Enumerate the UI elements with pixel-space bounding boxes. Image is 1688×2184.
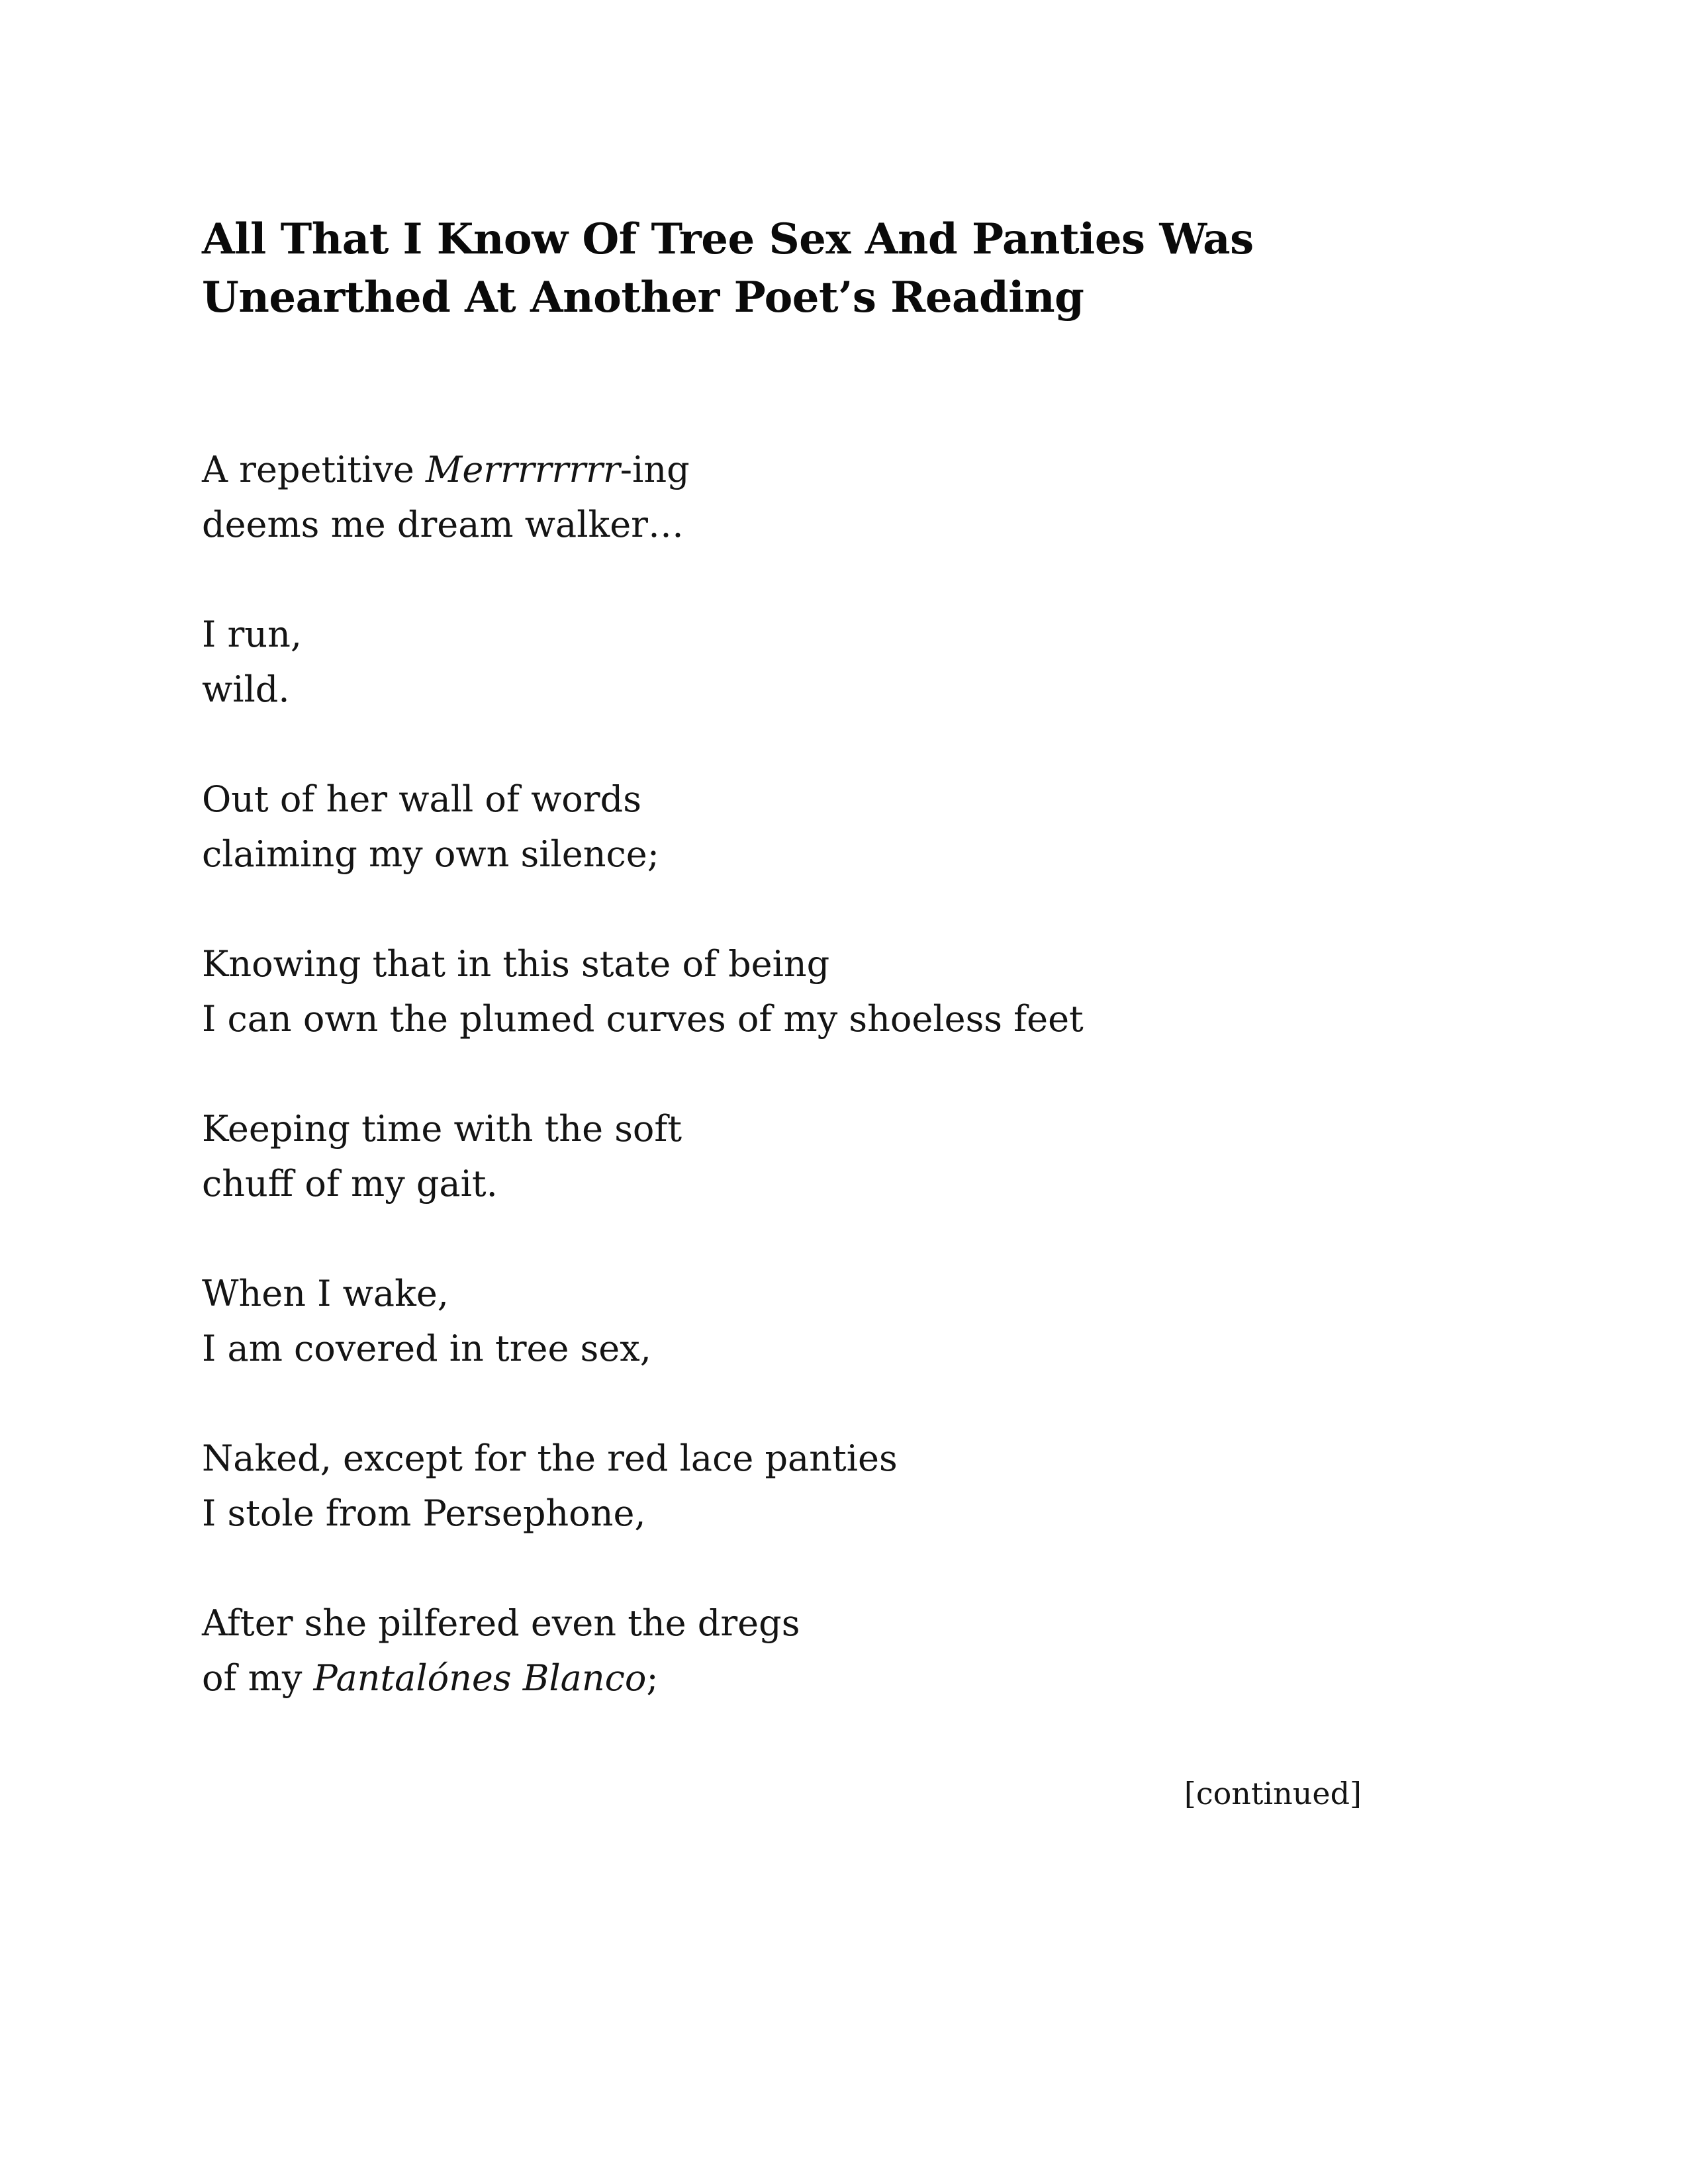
- poem-title-line-1: All That I Know Of Tree Sex And Panties Was: [202, 214, 1254, 264]
- poem-line: chuff of my gait.: [202, 1163, 498, 1205]
- line-text: of my: [202, 1657, 314, 1699]
- poem-line: After she pilfered even the dregs: [202, 1602, 800, 1644]
- stanza-4: [202, 936, 1460, 1046]
- continued-label: [continued]: [1184, 1776, 1362, 1811]
- poem-line: [202, 442, 1460, 497]
- stanza-7: [202, 1431, 1460, 1541]
- poem-line: Keeping time with the soft: [202, 1108, 682, 1150]
- poem-line: deems me dream walker…: [202, 504, 684, 545]
- poem-line: wild.: [202, 668, 290, 710]
- poem-line: I am covered in tree sex,: [202, 1328, 651, 1369]
- poem-line: I stole from Persephone,: [202, 1492, 646, 1534]
- poem-line: [202, 1651, 1460, 1706]
- line-text: A repetitive: [202, 449, 426, 490]
- stanza-1: [202, 442, 1460, 552]
- stanza-5: [202, 1101, 1460, 1211]
- poem-body: [202, 442, 1460, 1760]
- poem-title-line-2: Unearthed At Another Poet’s Reading: [202, 273, 1084, 322]
- poem-line: claiming my own silence;: [202, 833, 659, 875]
- poem-title: [202, 210, 1526, 327]
- poem-line: Out of her wall of words: [202, 778, 641, 820]
- line-text: -ing: [620, 449, 690, 490]
- poem-line: I run,: [202, 614, 303, 655]
- italic-word: Merrrrrrrr: [426, 449, 620, 490]
- stanza-3: [202, 772, 1460, 882]
- poem-line: When I wake,: [202, 1273, 449, 1314]
- stanza-2: [202, 607, 1460, 717]
- poem-line: Naked, except for the red lace panties: [202, 1437, 898, 1479]
- line-text: ;: [646, 1657, 659, 1699]
- poem-line: Knowing that in this state of being: [202, 943, 830, 985]
- italic-phrase: Pantalónes Blanco: [313, 1657, 647, 1699]
- poem-line: I can own the plumed curves of my shoeless feet: [202, 998, 1084, 1040]
- stanza-8: [202, 1596, 1460, 1706]
- stanza-6: [202, 1266, 1460, 1376]
